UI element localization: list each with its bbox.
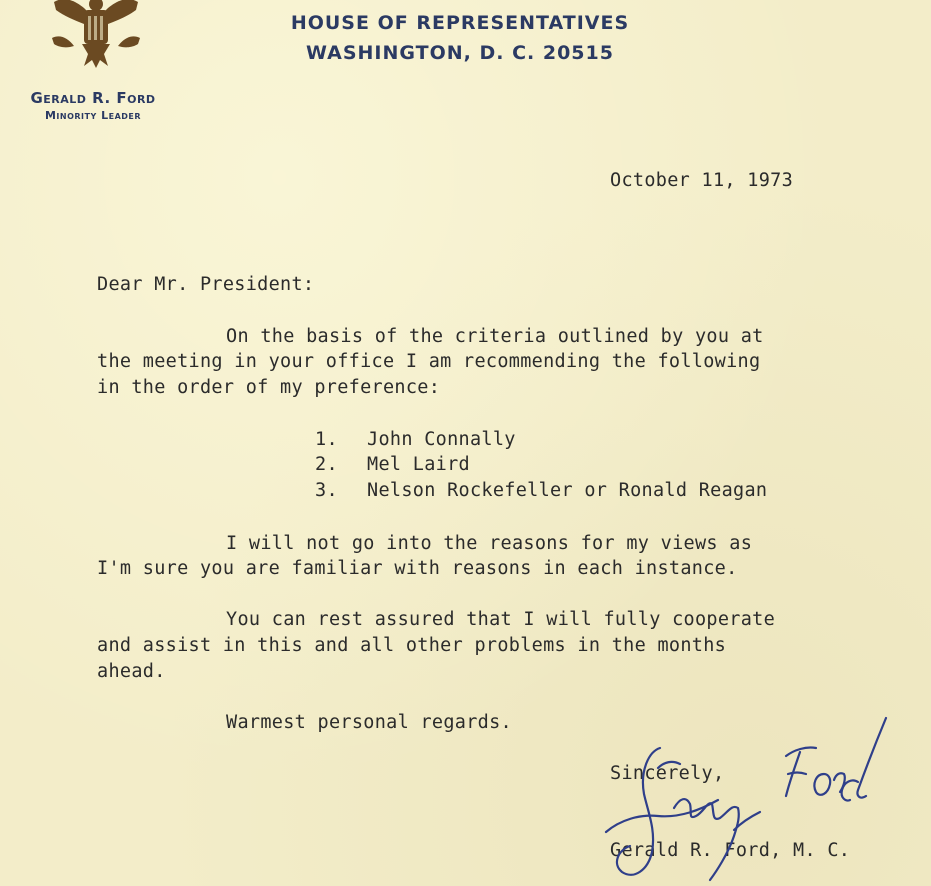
closing-regards: Warmest personal regards. [226,712,512,733]
recommendation-name: Nelson Rockefeller or Ronald Reagan [367,480,768,501]
signature-name: Gerald R. Ford, M. C. [610,840,851,861]
paragraph2-line2: I'm sure you are familiar with reasons in each instance. [97,558,738,579]
recommendation-name: Mel Laird [367,454,470,475]
paragraph1-line2: the meeting in your office I am recommending the following [97,351,761,372]
salutation: Dear Mr. President: [97,274,315,295]
paragraph3-line2: and assist in this and all other problems in the months [97,635,727,656]
letterhead-line1: HOUSE OF REPRESENTATIVES [290,12,630,34]
signoff: Sincerely, [610,763,725,784]
recommendation-number: 1. [315,429,338,450]
sender-title: Minority Leader [44,109,142,122]
paragraph1-line1: On the basis of the criteria outlined by you at [226,326,764,347]
sender-block [8,88,178,124]
letter-date: October 11, 1973 [610,170,794,191]
letterhead-line2: WASHINGTON, D. C. 20515 [306,42,614,64]
paragraph3-line1: You can rest assured that I will fully cooperate [226,609,776,630]
recommendation-number: 3. [315,480,338,501]
letterhead [260,10,660,68]
handwritten-signature [600,712,900,886]
eagle-seal-icon [44,0,148,72]
recommendation-name: John Connally [367,429,516,450]
recommendation-number: 2. [315,454,338,475]
sender-name: Gerald R. Ford [30,89,156,107]
paragraph2-line1: I will not go into the reasons for my views as [226,533,753,554]
paragraph3-line3: ahead. [97,661,166,682]
paragraph1-line3: in the order of my preference: [97,377,441,398]
